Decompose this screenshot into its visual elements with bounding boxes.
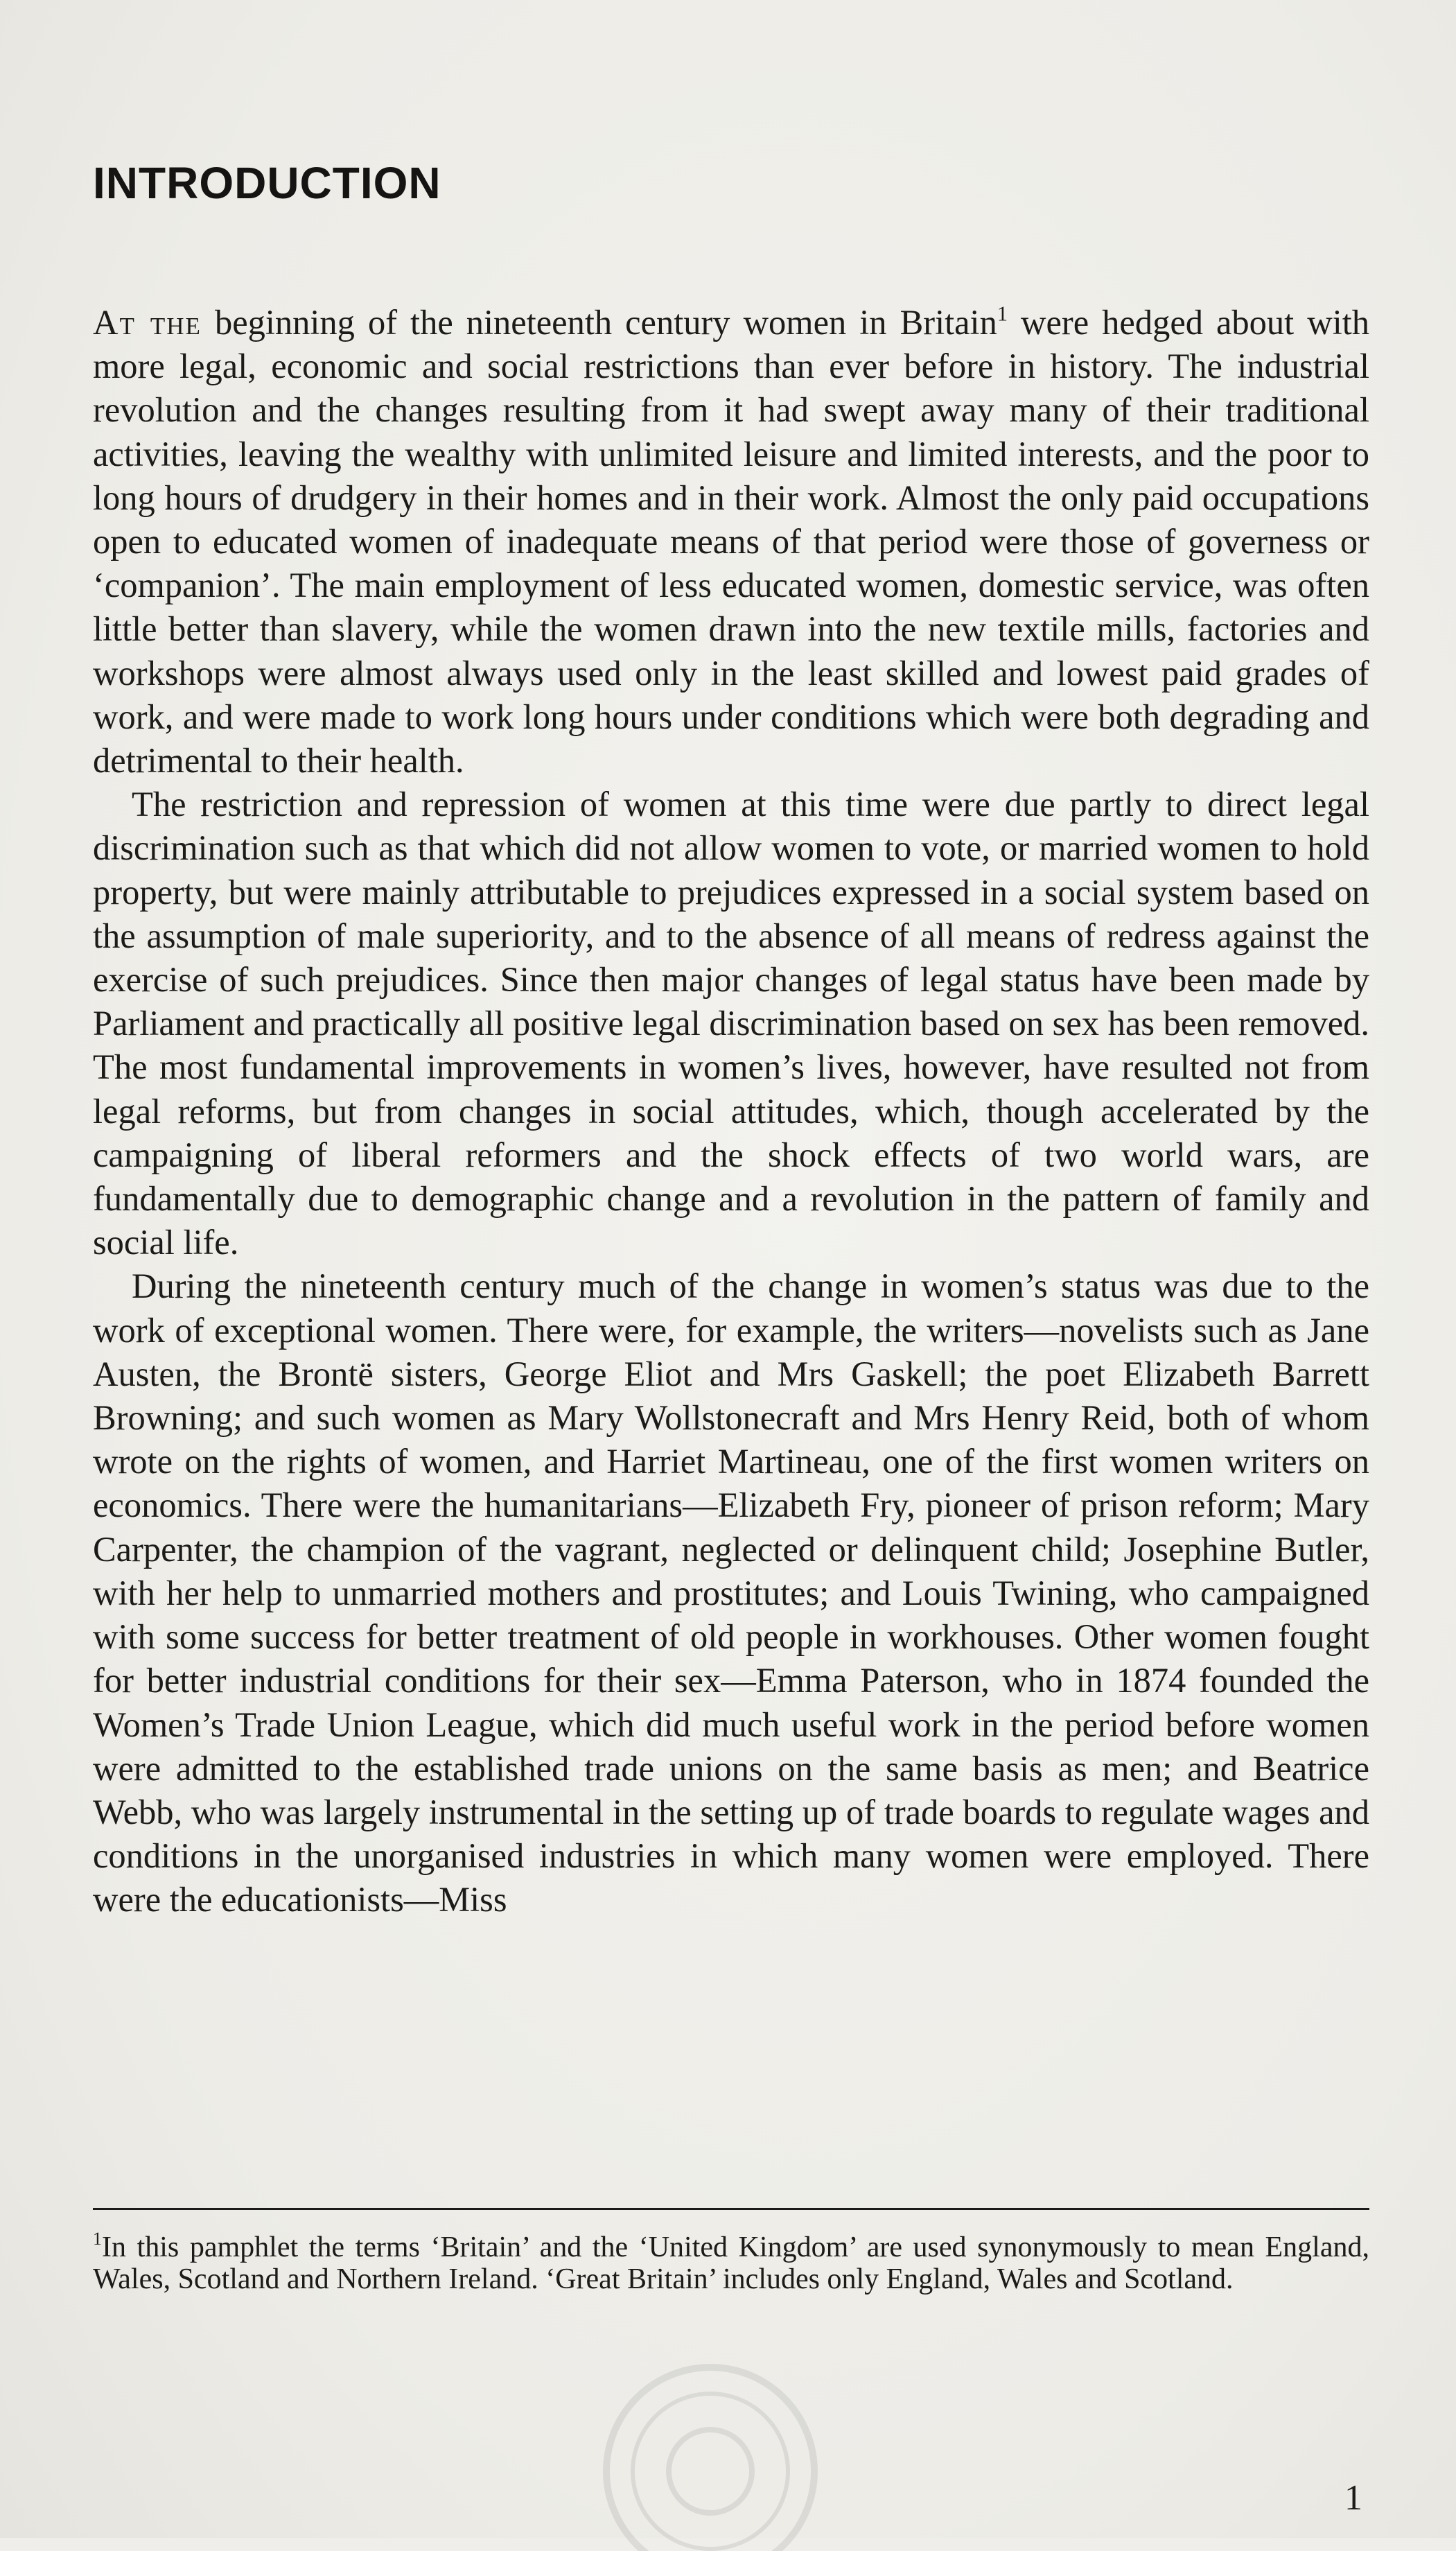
body-text bbox=[93, 301, 1369, 1922]
paragraph-text-continued: were hedged about with more legal, economic and social restrictions than ever before in history. The industrial revolution and the changes resulting from it had swept away many of their traditional activities, leaving the wealthy with unlimited leisure and limited interests, and the poor to long hours of drudgery in their homes and in their work. Almost the only paid occupations open to educated women of inadequate means of that period were those of governess or ‘companion’. The main employment of less educated women, domestic service, was often little better than slavery, while the women drawn into the new textile mills, factories and workshops were almost always used only in the least skilled and lowest paid grades of work, and were made to work long hours under conditions which were both degrading and detrimental to their health. bbox=[93, 303, 1370, 781]
footnote-ref: 1 bbox=[997, 302, 1008, 326]
page-title: INTRODUCTION bbox=[93, 158, 441, 208]
paragraph-3: During the nineteenth century much of the change in women’s status was due to the work of exceptional women. There were, for example, the writers—novelists such as Jane Austen, the Brontë sisters, George Eliot and Mrs Gaskell; the poet Elizabeth Barrett Browning; and such women as Mary Wollstonecraft and Mrs Henry Reid, both of whom wrote on the rights of women, and Harriet Martineau, one of the first women writers on economics. There were the humanitarians—Elizabeth Fry, pioneer of prison reform; Mary Carpenter, the champion of the vagrant, neglected or delinquent child; Josephine Butler, with her help to unmarried mothers and prostitutes; and Louis Twining, who campaigned with some success for better treatment of old people in workhouses. Other women fought for better industrial conditions for their sex—Emma Paterson, who in 1874 founded the Women’s Trade Union League, which did much useful work in the period before women were admitted to the established trade unions on the same basis as men; and Beatrice Webb, who was largely instrumental in the setting up of trade boards to regulate wages and conditions in the unorganised industries in which many women were employed. There were the educationists—Miss bbox=[93, 1266, 1369, 1919]
page-number: 1 bbox=[1344, 2478, 1362, 2518]
footnote-divider bbox=[93, 2208, 1369, 2210]
paragraph-1 bbox=[93, 301, 1369, 783]
library-stamp-icon bbox=[589, 2350, 832, 2551]
paragraph-text: beginning of the nineteenth century women in Britain bbox=[201, 303, 997, 342]
footnote bbox=[93, 2231, 1369, 2295]
footnote-marker: 1 bbox=[93, 2229, 103, 2249]
footnote-text: In this pamphlet the terms ‘Britain’ and the ‘United Kingdom’ are used synonymously to mean England, Wales, Scotland and Northern Ireland. ‘Great Britain’ includes only England, Wales and Scotland. bbox=[93, 2231, 1369, 2295]
paragraph-2: The restriction and repression of women at this time were due partly to direct legal discrimination such as that which did not allow women to vote, or married women to hold property, but were mainly attributable to prejudices expressed in a social system based on the assumption of male superiority, and to the absence of all means of redress against the exercise of such prejudices. Since then major changes of legal status have been made by Parliament and practically all positive legal discrimination based on sex has been removed. The most fundamental improvements in women’s lives, however, have resulted not from legal reforms, but from changes in social attitudes, which, though accelerated by the campaigning of liberal reformers and the shock effects of two world wars, are fundamentally due to demographic change and a revolution in the pattern of family and social life. bbox=[93, 785, 1369, 1262]
paragraph-lead: At the bbox=[93, 303, 202, 342]
